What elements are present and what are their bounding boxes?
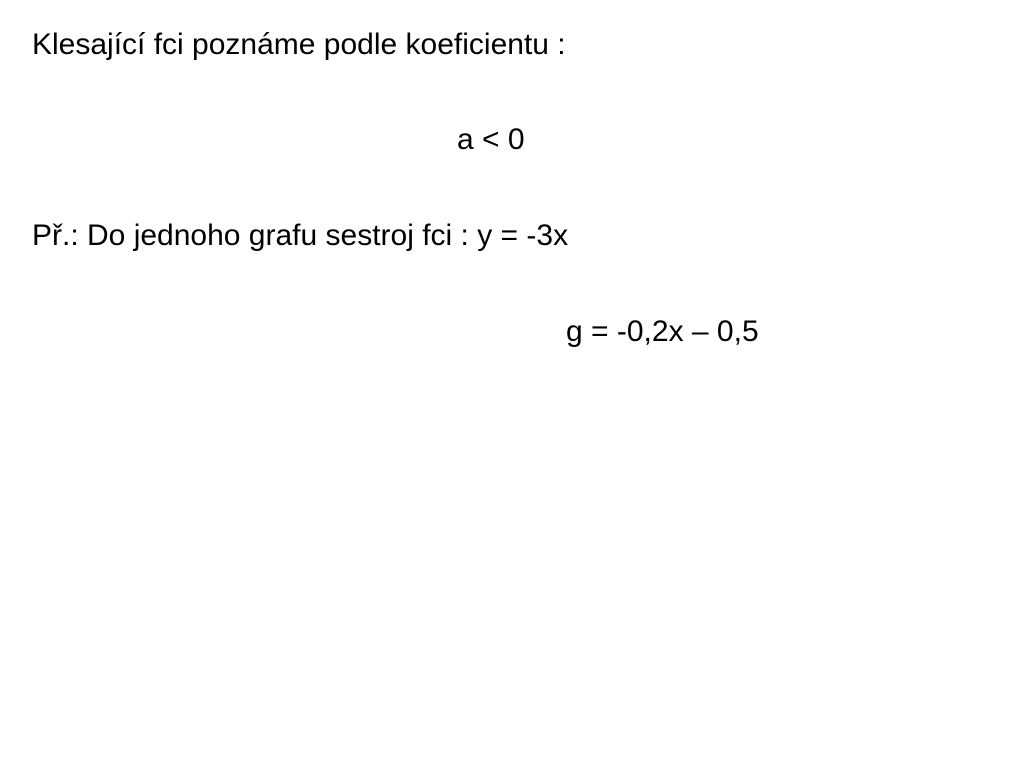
statement-text: Klesající fci poznáme podle koeficientu : [32, 28, 566, 61]
condition-text: a < 0 [457, 123, 525, 156]
second-function-text: g = -0,2x – 0,5 [566, 315, 759, 348]
example-text: Př.: Do jednoho grafu sestroj fci : y = -3x [32, 219, 569, 252]
